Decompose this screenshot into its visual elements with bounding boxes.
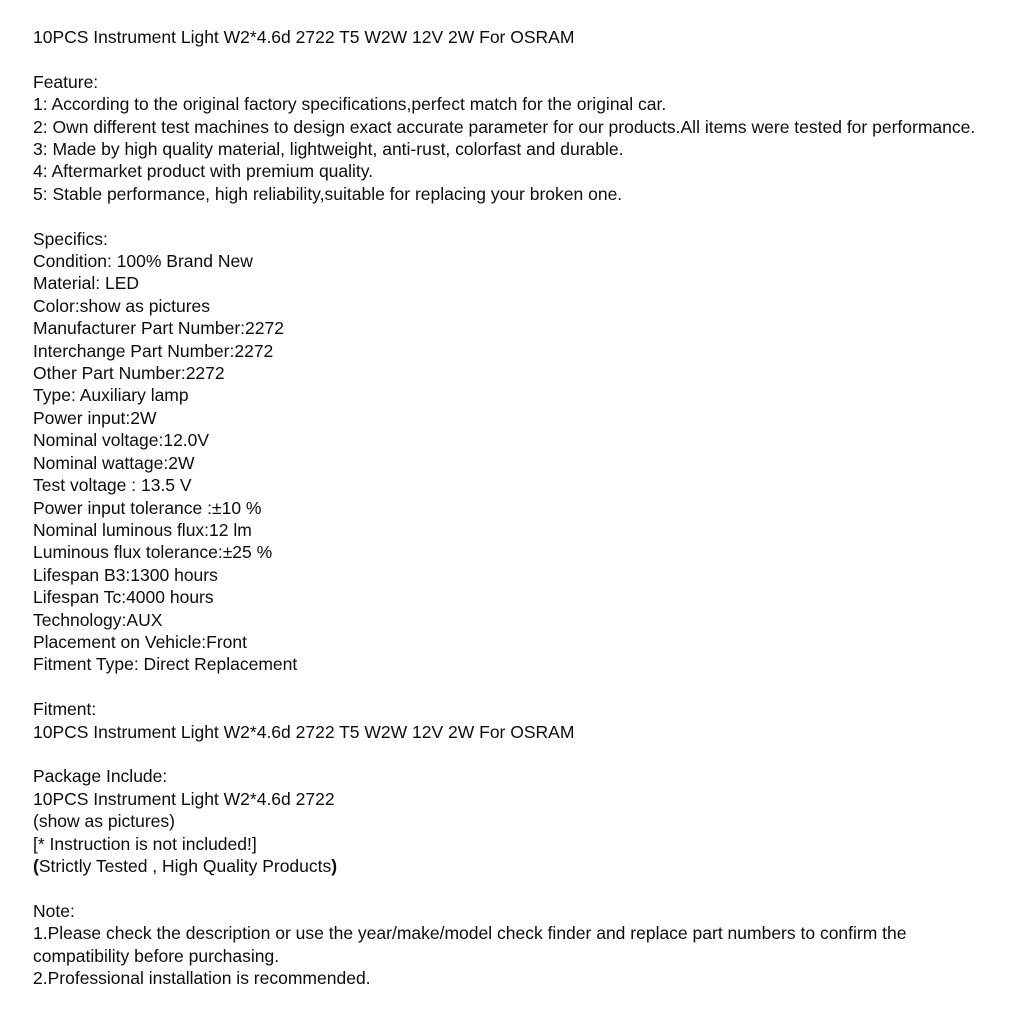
specifics-heading: Specifics: bbox=[33, 228, 108, 249]
package-section bbox=[33, 765, 989, 877]
spec-nominal-voltage: Nominal voltage:12.0V bbox=[33, 430, 210, 451]
spec-nominal-wattage: Nominal wattage:2W bbox=[33, 452, 195, 473]
spec-color: Color:show as pictures bbox=[33, 295, 211, 316]
fitment-heading: Fitment: bbox=[33, 699, 97, 720]
package-item: (show as pictures) bbox=[33, 811, 175, 832]
fitment-section bbox=[33, 698, 989, 743]
note-item: 1.Please check the description or use the year/make/model check finder and replace part numbers to confirm the compatibility before purchasing. bbox=[33, 923, 907, 966]
package-heading: Package Include: bbox=[33, 766, 168, 787]
feature-item: 3: Made by high quality material, lightweight, anti-rust, colorfast and durable. bbox=[33, 139, 624, 160]
package-quality-line bbox=[33, 855, 989, 877]
fitment-item: 10PCS Instrument Light W2*4.6d 2722 T5 W2W 12V 2W For OSRAM bbox=[33, 721, 575, 742]
package-item: 10PCS Instrument Light W2*4.6d 2722 bbox=[33, 788, 335, 809]
spec-other-part-number: Other Part Number:2272 bbox=[33, 363, 225, 384]
spec-test-voltage: Test voltage : 13.5 V bbox=[33, 475, 192, 496]
quality-line-text: Strictly Tested , High Quality Products bbox=[38, 855, 332, 876]
feature-item: 2: Own different test machines to design exact accurate parameter for our products.All items were tested for performance. bbox=[33, 116, 976, 137]
product-title: 10PCS Instrument Light W2*4.6d 2722 T5 W2W 12V 2W For OSRAM bbox=[33, 27, 575, 47]
note-heading: Note: bbox=[33, 900, 75, 921]
spec-power-input: Power input:2W bbox=[33, 407, 157, 428]
spec-interchange-part-number: Interchange Part Number:2272 bbox=[33, 340, 274, 361]
spec-condition: Condition: 100% Brand New bbox=[33, 251, 253, 272]
note-item: 2.Professional installation is recommended. bbox=[33, 967, 371, 988]
feature-heading: Feature: bbox=[33, 71, 99, 92]
package-item: [* Instruction is not included!] bbox=[33, 833, 257, 854]
spec-fitment-type: Fitment Type: Direct Replacement bbox=[33, 654, 298, 675]
feature-item: 4: Aftermarket product with premium quality. bbox=[33, 161, 374, 182]
spec-material: Material: LED bbox=[33, 273, 140, 294]
quality-line-open-paren: ( bbox=[33, 855, 39, 876]
quality-line-close-paren: ) bbox=[331, 855, 338, 876]
feature-item: 5: Stable performance, high reliability,suitable for replacing your broken one. bbox=[33, 183, 623, 204]
specifics-section bbox=[33, 228, 989, 676]
feature-item: 1: According to the original factory specifications,perfect match for the original car. bbox=[33, 94, 667, 115]
spec-luminous-flux-tolerance: Luminous flux tolerance:±25 % bbox=[33, 542, 273, 563]
spec-placement-on-vehicle: Placement on Vehicle:Front bbox=[33, 631, 248, 652]
spec-technology: Technology:AUX bbox=[33, 609, 163, 630]
spec-power-input-tolerance: Power input tolerance :±10 % bbox=[33, 497, 262, 518]
spec-type: Type: Auxiliary lamp bbox=[33, 385, 189, 406]
spec-manufacturer-part-number: Manufacturer Part Number:2272 bbox=[33, 318, 284, 339]
spec-lifespan-b3: Lifespan B3:1300 hours bbox=[33, 564, 218, 585]
spec-lifespan-tc: Lifespan Tc:4000 hours bbox=[33, 587, 214, 608]
description-content bbox=[33, 26, 989, 989]
feature-section bbox=[33, 71, 989, 205]
note-section bbox=[33, 900, 989, 990]
spec-nominal-luminous-flux: Nominal luminous flux:12 lm bbox=[33, 519, 252, 540]
